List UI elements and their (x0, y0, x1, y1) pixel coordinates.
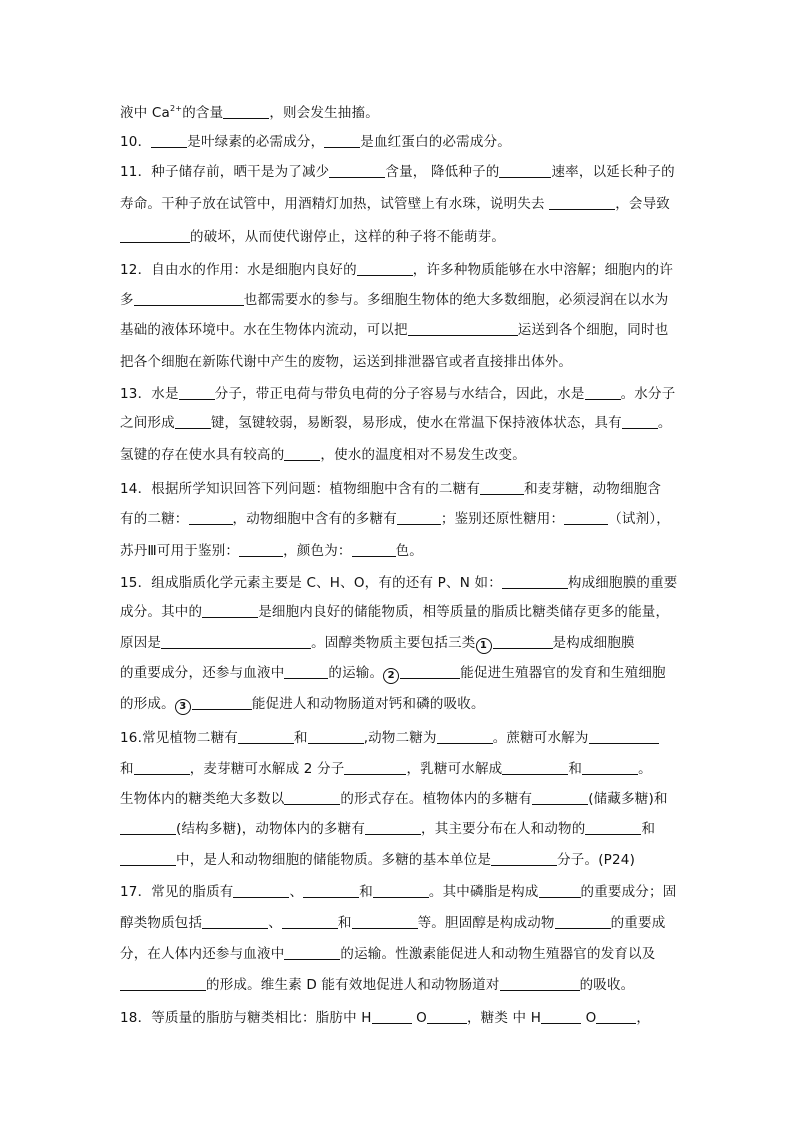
line-text: 15．组成脂质化学元素主要是 C、H、O，有的还有 P、N 如： (120, 575, 502, 591)
line-text: 的重要成分；固 (580, 884, 677, 900)
line-text: 。 (657, 415, 672, 431)
answer-blank[interactable] (499, 163, 551, 178)
line-text: 12．自由水的作用：水是细胞内良好的 (120, 262, 357, 278)
answer-blank[interactable] (357, 261, 413, 276)
line-text: 的运输。 (328, 665, 384, 681)
line-text: (储藏多糖)和 (588, 791, 668, 807)
circled-number: 2 (383, 668, 399, 684)
answer-blank[interactable] (589, 729, 659, 744)
text-line (120, 633, 635, 654)
text-line (120, 602, 669, 622)
text-line (120, 789, 668, 809)
answer-blank[interactable] (284, 664, 328, 679)
text-line (120, 573, 678, 593)
answer-blank[interactable] (365, 820, 421, 835)
superscript: 2+ (170, 104, 183, 113)
line-text: 键，氢键较弱，易断裂，易形成，使水在常温下保持液体状态，具有 (210, 415, 622, 431)
line-text: ， (636, 1010, 651, 1026)
answer-blank[interactable] (502, 574, 568, 589)
text-line (120, 819, 655, 839)
line-text: ，其主要分布在人和动物的 (421, 821, 586, 837)
line-text: 生物体内的糖类绝大多数以 (120, 791, 285, 807)
line-text: 是构成细胞膜 (552, 635, 635, 651)
line-text: 和 (293, 730, 308, 746)
line-text: 13．水是 (120, 386, 179, 402)
answer-blank[interactable] (284, 945, 340, 960)
line-text: 16.常见植物二糖有 (120, 730, 238, 746)
answer-blank[interactable] (233, 883, 289, 898)
answer-blank[interactable] (324, 133, 360, 148)
text-line (120, 132, 511, 152)
line-text: 氢键的存在使水具有较高的 (120, 447, 285, 463)
answer-blank[interactable] (585, 385, 621, 400)
answer-blank[interactable] (282, 914, 338, 929)
line-text: 有的二糖： (120, 511, 189, 527)
line-text: O (581, 1010, 597, 1026)
text-line (120, 162, 675, 182)
line-text: 能促进人和动物肠道对钙和磷的吸收。 (251, 696, 485, 712)
answer-blank[interactable] (539, 883, 581, 898)
line-text: 的运输。性激素能促进人和动物生殖器官的发育以及 (340, 946, 656, 962)
answer-blank[interactable] (134, 291, 244, 306)
text-line (120, 194, 670, 214)
text-line (120, 290, 668, 310)
answer-blank[interactable] (120, 228, 190, 243)
answer-blank[interactable] (480, 480, 524, 495)
line-text: ，使水的温度相对不易发生改变。 (320, 447, 526, 463)
answer-blank[interactable] (308, 729, 364, 744)
line-text: ,动物二糖为 (363, 730, 437, 746)
text-line (120, 1008, 650, 1028)
text-line (120, 694, 485, 715)
line-text: 是血红蛋白的必需成分。 (360, 134, 511, 150)
answer-blank[interactable] (596, 1009, 636, 1024)
line-text: 成分。其中的 (120, 604, 203, 620)
answer-blank[interactable] (202, 914, 268, 929)
line-text: 17．常见的脂质有 (120, 884, 234, 900)
line-text: 分子，带正电荷与带负电荷的分子容易与水结合，因此，水是 (214, 386, 585, 402)
answer-blank[interactable] (202, 603, 258, 618)
line-text: 10． (120, 134, 152, 150)
answer-blank[interactable] (134, 760, 190, 775)
line-text: O (411, 1010, 427, 1026)
line-text: 色。 (395, 543, 424, 559)
answer-blank[interactable] (161, 634, 311, 649)
line-text: 基础的液体环境中。水在生物体内流动，可以把 (120, 322, 408, 338)
line-text: 等。胆固醇是构成动物 (417, 915, 555, 931)
answer-blank[interactable] (500, 976, 580, 991)
line-text: ，乳糖可水解成 (406, 761, 503, 777)
answer-blank[interactable] (238, 729, 294, 744)
answer-blank[interactable] (175, 414, 211, 429)
text-line (120, 882, 676, 902)
text-line (120, 103, 379, 123)
line-text: 构成细胞膜的重要 (567, 575, 678, 591)
circled-number: 1 (476, 638, 492, 654)
answer-blank[interactable] (303, 883, 359, 898)
line-text: 。水分子 (620, 386, 676, 402)
line-text: 。蔗糖可水解为 (492, 730, 589, 746)
text-line (120, 944, 656, 964)
line-text: 的破坏，从而使代谢停止，这样的种子将不能萌芽。 (190, 229, 506, 245)
answer-blank[interactable] (622, 414, 658, 429)
line-text: 的吸收。 (579, 977, 635, 993)
line-text: 和 (120, 761, 134, 777)
line-text: （试剂）， (608, 511, 670, 527)
line-text: ，动物细胞中含有的多糖有 (232, 511, 397, 527)
answer-blank[interactable] (582, 760, 638, 775)
answer-blank[interactable] (120, 851, 176, 866)
line-text: 之间形成 (120, 415, 175, 431)
line-text: ，麦芽糖可水解成 2 分子 (189, 761, 345, 777)
line-text: 醇类物质包括 (120, 915, 203, 931)
answer-blank[interactable] (541, 1009, 581, 1024)
line-text: 和 (359, 884, 373, 900)
text-line (120, 850, 635, 870)
answer-blank[interactable] (427, 1009, 467, 1024)
answer-blank[interactable] (179, 385, 215, 400)
answer-blank[interactable] (397, 510, 441, 525)
line-text: 。 (638, 761, 652, 777)
text-line (120, 728, 659, 748)
line-text: (结构多糖)，动物体内的多糖有 (176, 821, 366, 837)
answer-blank[interactable] (437, 729, 493, 744)
text-line (120, 663, 666, 684)
text-line (120, 479, 661, 499)
answer-blank[interactable] (373, 883, 429, 898)
line-text: 的重要成 (610, 915, 666, 931)
line-text: ，则会发生抽搐。 (269, 105, 379, 121)
line-text: 多 (120, 292, 134, 308)
line-text: 把各个细胞在新陈代谢中产生的废物，运送到排泄器官或者直接排出体外。 (120, 354, 573, 370)
answer-blank[interactable] (329, 163, 385, 178)
line-text: 液中 Ca (120, 105, 170, 121)
text-line (120, 509, 670, 529)
line-text: 苏丹Ⅲ可用于鉴别： (120, 543, 240, 559)
answer-blank[interactable] (239, 542, 283, 557)
line-text: 18．等质量的脂肪与糖类相比：脂肪中 H (120, 1010, 372, 1026)
line-text: 的形成。维生素 D 能有效地促进人和动物肠道对 (206, 977, 500, 993)
line-text: 。固醇类物质主要包括三类 (311, 635, 476, 651)
line-text: ；鉴别还原性糖用： (440, 511, 565, 527)
text-line (120, 413, 672, 433)
answer-blank[interactable] (284, 446, 320, 461)
line-text: 和 (641, 821, 656, 837)
line-text: 分子。(P24) (557, 852, 636, 868)
text-line (120, 227, 505, 247)
answer-blank[interactable] (344, 760, 406, 775)
text-line (120, 541, 423, 561)
answer-blank[interactable] (400, 664, 460, 679)
line-text: 分，在人体内还参与血液中 (120, 946, 285, 962)
line-text: 原因是 (120, 635, 162, 651)
line-text: 的形成。 (120, 696, 175, 712)
answer-blank[interactable] (284, 790, 340, 805)
text-line (120, 352, 572, 372)
answer-blank[interactable] (585, 820, 641, 835)
line-text: 的重要成分，还参与血液中 (120, 665, 285, 681)
line-text: 是叶绿素的必需成分， (187, 134, 325, 150)
answer-blank[interactable] (502, 760, 568, 775)
answer-blank[interactable] (372, 1009, 412, 1024)
line-text: 的含量 (182, 105, 224, 121)
answer-blank[interactable] (120, 976, 206, 991)
circled-number: 3 (175, 699, 191, 715)
line-text: 速率，以延长种子的 (551, 164, 675, 180)
text-line (120, 759, 652, 779)
line-text: 、 (289, 884, 304, 900)
answer-blank[interactable] (120, 820, 176, 835)
line-text: 也都需要水的参与。多细胞生物体的绝大多数细胞，必须浸润在以水为 (243, 292, 669, 308)
text-line (120, 320, 668, 340)
answer-blank[interactable] (532, 790, 588, 805)
answer-blank[interactable] (192, 695, 252, 710)
text-line (120, 384, 675, 404)
line-text: 含量， 降低种子的 (385, 164, 500, 180)
line-text: 中，是人和动物细胞的储能物质。多糖的基本单位是 (176, 852, 492, 868)
answer-blank[interactable] (352, 542, 396, 557)
answer-blank[interactable] (493, 634, 553, 649)
answer-blank[interactable] (408, 321, 518, 336)
answer-blank[interactable] (564, 510, 608, 525)
line-text: ，颜色为： (283, 543, 352, 559)
answer-blank[interactable] (223, 104, 269, 119)
line-text: 能促进生殖器官的发育和生殖细胞 (460, 665, 666, 681)
text-line (120, 913, 665, 933)
line-text: 和麦芽糖，动物细胞含 (524, 481, 662, 497)
line-text: 14．根据所学知识回答下列问题：植物细胞中含有的二糖有 (120, 481, 481, 497)
line-text: 、 (268, 915, 282, 931)
line-text: ，许多种物质能够在水中溶解；细胞内的许 (412, 262, 674, 278)
answer-blank[interactable] (491, 851, 557, 866)
answer-blank[interactable] (189, 510, 233, 525)
line-text: ，会导致 (615, 196, 671, 212)
answer-blank[interactable] (151, 133, 187, 148)
line-text: 运送到各个细胞，同时也 (517, 322, 669, 338)
text-line (120, 445, 526, 465)
text-line (120, 975, 634, 995)
line-text: 的形式存在。植物体内的多糖有 (340, 791, 533, 807)
answer-blank[interactable] (352, 914, 418, 929)
line-text: 11．种子储存前，晒干是为了减少 (120, 164, 330, 180)
line-text: ，糖类 中 H (466, 1010, 542, 1026)
line-text: 和 (568, 761, 583, 777)
line-text: 。其中磷脂是构成 (428, 884, 539, 900)
line-text: 是细胞内良好的储能物质，相等质量的脂质比糖类储存更多的能量， (258, 604, 670, 620)
text-line (120, 260, 673, 280)
line-text: 和 (337, 915, 352, 931)
line-text: 寿命。干种子放在试管中，用酒精灯加热，试管壁上有水珠，说明失去 (120, 196, 550, 212)
answer-blank[interactable] (549, 195, 615, 210)
answer-blank[interactable] (555, 914, 611, 929)
